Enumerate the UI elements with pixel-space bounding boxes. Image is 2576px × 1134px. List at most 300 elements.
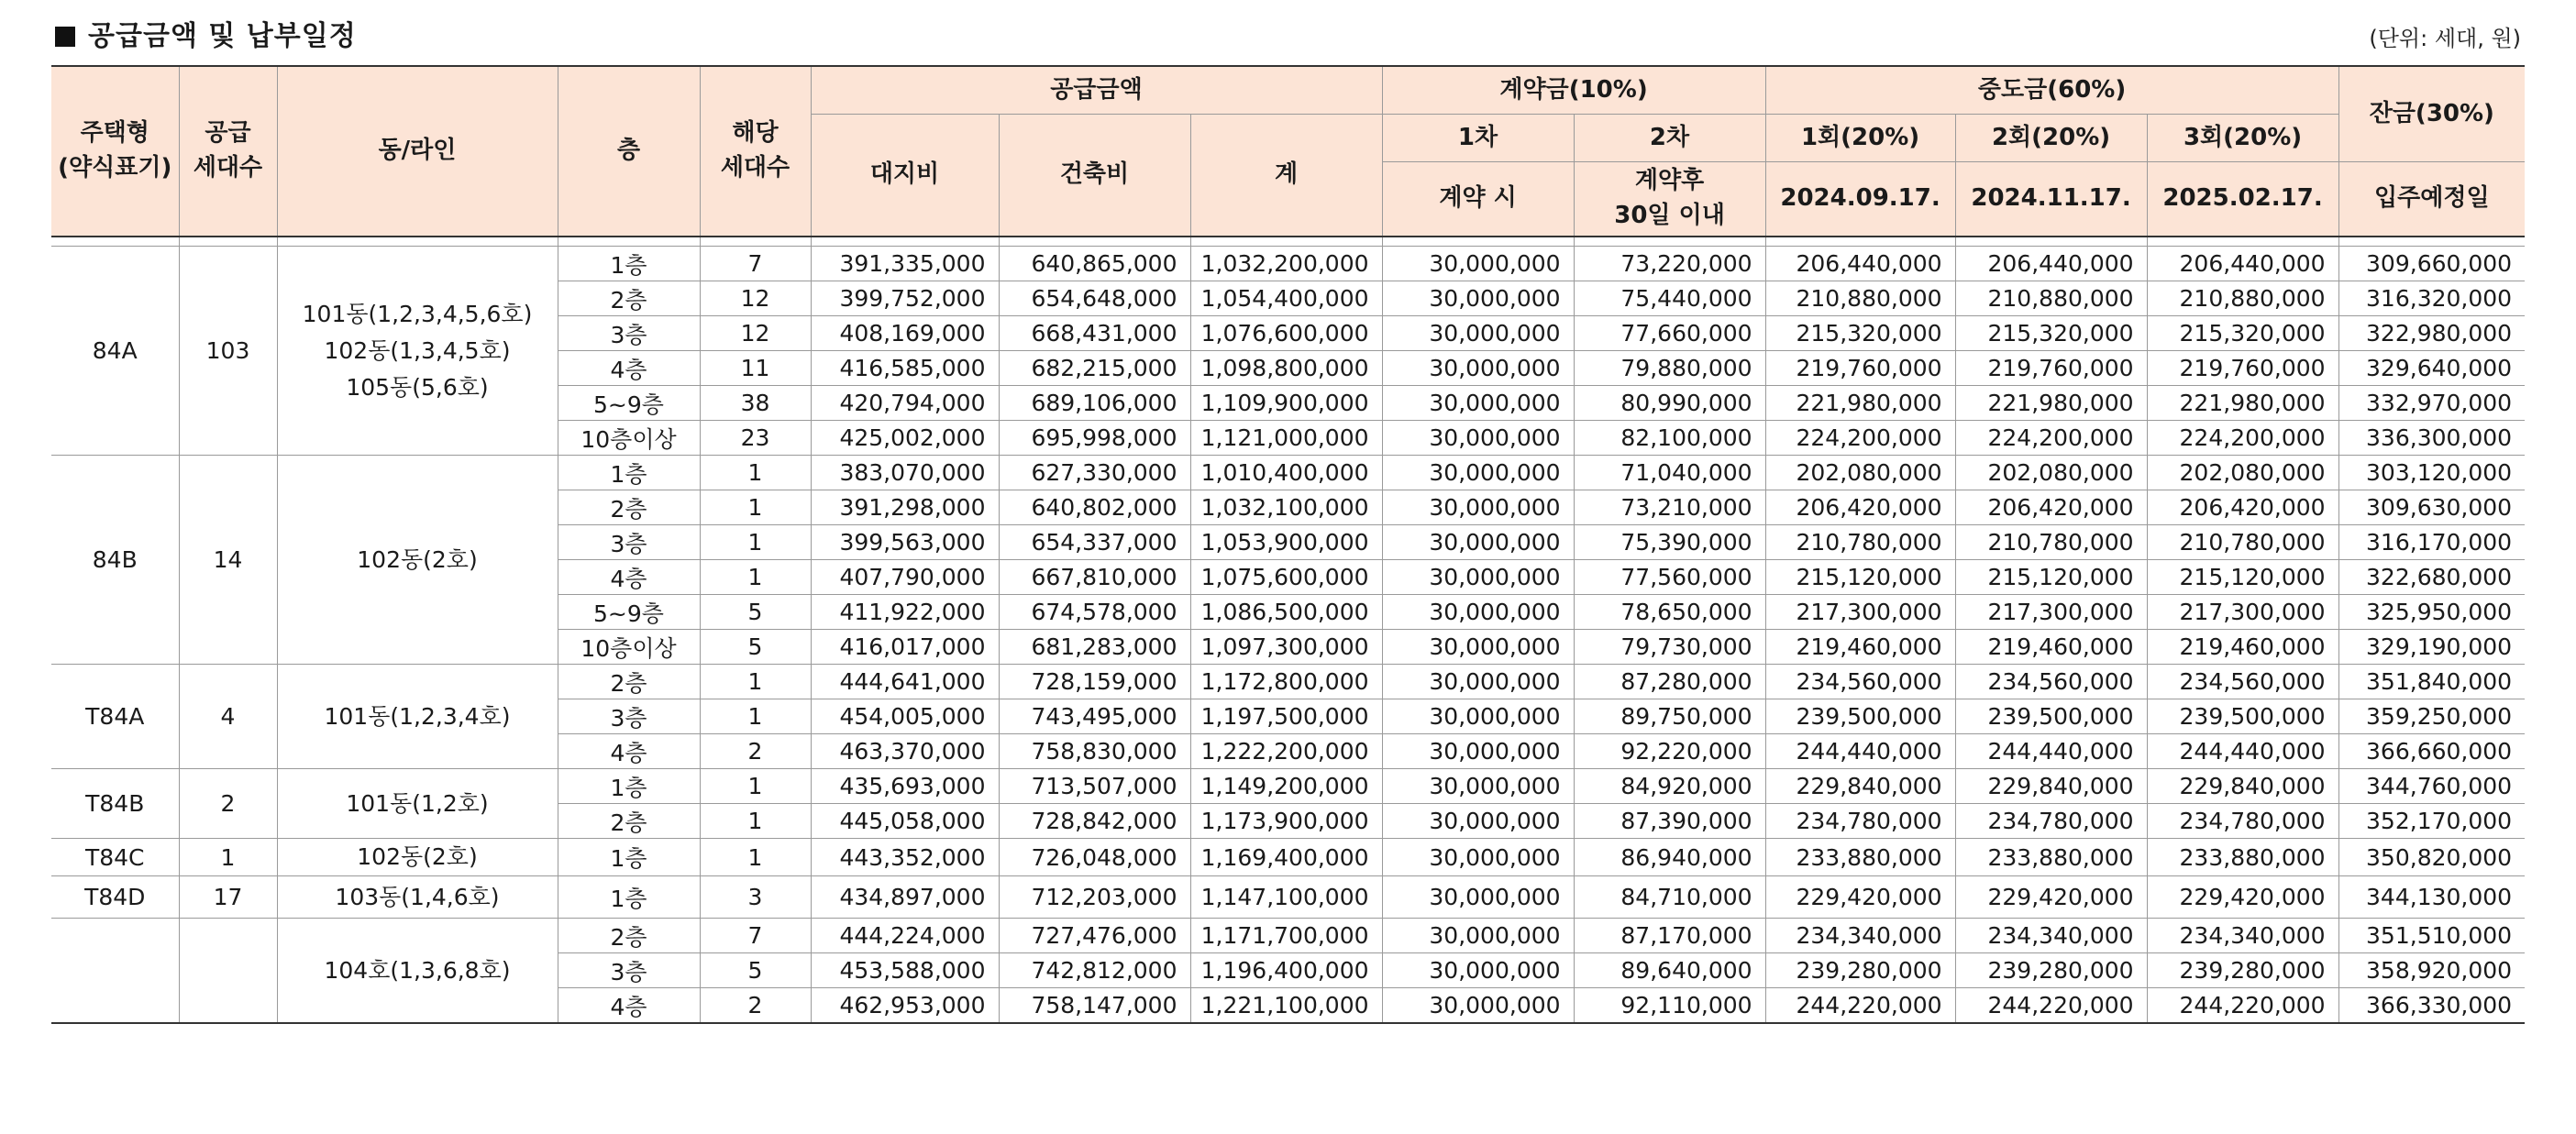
cell-m2: 233,880,000 xyxy=(1955,839,2147,876)
cell-building: 674,578,000 xyxy=(999,595,1190,630)
cell-m2: 206,440,000 xyxy=(1955,247,2147,281)
cell-type: T84D xyxy=(51,876,179,919)
cell-land: 420,794,000 xyxy=(811,386,999,421)
cell-land: 399,752,000 xyxy=(811,281,999,316)
cell-land: 444,641,000 xyxy=(811,665,999,699)
cell-dep2: 84,920,000 xyxy=(1574,769,1765,804)
cell-type: 84A xyxy=(51,247,179,456)
cell-dep1: 30,000,000 xyxy=(1382,769,1574,804)
cell-m1: 219,760,000 xyxy=(1765,351,1955,386)
header-land: 대지비 xyxy=(811,115,999,237)
cell-dep1: 30,000,000 xyxy=(1382,839,1574,876)
cell-land: 463,370,000 xyxy=(811,734,999,769)
cell-m3: 206,440,000 xyxy=(2147,247,2338,281)
cell-dep1: 30,000,000 xyxy=(1382,525,1574,560)
dong-line: 105동(5,6호) xyxy=(346,373,489,401)
cell-total: 1,075,600,000 xyxy=(1190,560,1382,595)
cell-m3: 210,880,000 xyxy=(2147,281,2338,316)
cell-m2: 210,780,000 xyxy=(1955,525,2147,560)
cell-m1: 215,320,000 xyxy=(1765,316,1955,351)
cell-floor: 3층 xyxy=(558,953,700,988)
cell-dep2: 89,640,000 xyxy=(1574,953,1765,988)
cell-dep2: 87,390,000 xyxy=(1574,804,1765,839)
cell-floor: 4층 xyxy=(558,560,700,595)
cell-m2: 239,280,000 xyxy=(1955,953,2147,988)
cell-dong xyxy=(277,456,558,665)
cell-units: 11 xyxy=(700,351,811,386)
cell-building: 758,830,000 xyxy=(999,734,1190,769)
header-m2: 2회(20%) xyxy=(1955,115,2147,162)
cell-building: 667,810,000 xyxy=(999,560,1190,595)
cell-m2: 234,560,000 xyxy=(1955,665,2147,699)
cell-land: 453,588,000 xyxy=(811,953,999,988)
cell-total: 1,032,200,000 xyxy=(1190,247,1382,281)
header-m1-date: 2024.09.17. xyxy=(1765,162,1955,237)
table-row xyxy=(51,919,2525,953)
cell-dep1: 30,000,000 xyxy=(1382,281,1574,316)
cell-building: 713,507,000 xyxy=(999,769,1190,804)
cell-units: 38 xyxy=(700,386,811,421)
cell-dep2: 79,730,000 xyxy=(1574,630,1765,665)
cell-dep2: 92,110,000 xyxy=(1574,988,1765,1024)
cell-total: 1,196,400,000 xyxy=(1190,953,1382,988)
cell-m2: 219,760,000 xyxy=(1955,351,2147,386)
cell-dong xyxy=(277,769,558,839)
cell-balance: 344,130,000 xyxy=(2338,876,2525,919)
cell-m2: 206,420,000 xyxy=(1955,490,2147,525)
cell-total: 1,173,900,000 xyxy=(1190,804,1382,839)
cell-floor: 5~9층 xyxy=(558,386,700,421)
cell-total: 1,147,100,000 xyxy=(1190,876,1382,919)
cell-units: 1 xyxy=(700,490,811,525)
cell-dep2: 87,280,000 xyxy=(1574,665,1765,699)
cell-floor: 2층 xyxy=(558,919,700,953)
cell-supply: 17 xyxy=(179,876,277,919)
cell-floor: 4층 xyxy=(558,734,700,769)
cell-floor: 4층 xyxy=(558,988,700,1024)
cell-m2: 215,320,000 xyxy=(1955,316,2147,351)
cell-dep2: 77,660,000 xyxy=(1574,316,1765,351)
section-title xyxy=(55,13,357,53)
cell-m2: 234,780,000 xyxy=(1955,804,2147,839)
cell-m2: 229,420,000 xyxy=(1955,876,2147,919)
cell-m3: 219,760,000 xyxy=(2147,351,2338,386)
header-supply: 공급 세대수 xyxy=(179,66,277,237)
cell-m1: 219,460,000 xyxy=(1765,630,1955,665)
cell-dep2: 92,220,000 xyxy=(1574,734,1765,769)
cell-dep1: 30,000,000 xyxy=(1382,560,1574,595)
cell-land: 416,585,000 xyxy=(811,351,999,386)
cell-dep2: 87,170,000 xyxy=(1574,919,1765,953)
cell-dong xyxy=(277,247,558,456)
cell-total: 1,054,400,000 xyxy=(1190,281,1382,316)
cell-dep1: 30,000,000 xyxy=(1382,316,1574,351)
cell-units: 5 xyxy=(700,630,811,665)
cell-m3: 234,560,000 xyxy=(2147,665,2338,699)
cell-units: 1 xyxy=(700,560,811,595)
cell-dep1: 30,000,000 xyxy=(1382,665,1574,699)
cell-units: 5 xyxy=(700,953,811,988)
cell-dep1: 30,000,000 xyxy=(1382,386,1574,421)
square-bullet-icon xyxy=(55,27,75,47)
table-row xyxy=(51,456,2525,490)
cell-supply: 103 xyxy=(179,247,277,456)
cell-building: 654,337,000 xyxy=(999,525,1190,560)
cell-balance: 329,640,000 xyxy=(2338,351,2525,386)
cell-land: 462,953,000 xyxy=(811,988,999,1024)
cell-m2: 244,440,000 xyxy=(1955,734,2147,769)
cell-building: 743,495,000 xyxy=(999,699,1190,734)
cell-building: 728,159,000 xyxy=(999,665,1190,699)
cell-dep1: 30,000,000 xyxy=(1382,734,1574,769)
cell-m2: 217,300,000 xyxy=(1955,595,2147,630)
cell-dep1: 30,000,000 xyxy=(1382,988,1574,1024)
cell-total: 1,221,100,000 xyxy=(1190,988,1382,1024)
cell-land: 411,922,000 xyxy=(811,595,999,630)
cell-building: 682,215,000 xyxy=(999,351,1190,386)
cell-dep1: 30,000,000 xyxy=(1382,804,1574,839)
cell-land: 391,335,000 xyxy=(811,247,999,281)
cell-m3: 206,420,000 xyxy=(2147,490,2338,525)
cell-floor: 10층이상 xyxy=(558,421,700,456)
cell-total: 1,171,700,000 xyxy=(1190,919,1382,953)
cell-m1: 206,420,000 xyxy=(1765,490,1955,525)
table-header xyxy=(51,66,2525,237)
cell-m1: 221,980,000 xyxy=(1765,386,1955,421)
cell-m3: 244,440,000 xyxy=(2147,734,2338,769)
cell-dep2: 78,650,000 xyxy=(1574,595,1765,630)
cell-total: 1,098,800,000 xyxy=(1190,351,1382,386)
cell-dep1: 30,000,000 xyxy=(1382,919,1574,953)
cell-m3: 233,880,000 xyxy=(2147,839,2338,876)
cell-floor: 10층이상 xyxy=(558,630,700,665)
cell-balance: 358,920,000 xyxy=(2338,953,2525,988)
cell-dep1: 30,000,000 xyxy=(1382,351,1574,386)
cell-dep1: 30,000,000 xyxy=(1382,421,1574,456)
cell-units: 1 xyxy=(700,699,811,734)
cell-supply xyxy=(179,919,277,1024)
cell-building: 627,330,000 xyxy=(999,456,1190,490)
cell-building: 742,812,000 xyxy=(999,953,1190,988)
cell-m1: 234,560,000 xyxy=(1765,665,1955,699)
cell-dep1: 30,000,000 xyxy=(1382,595,1574,630)
header-balance-when: 입주예정일 xyxy=(2338,162,2525,237)
cell-floor: 1층 xyxy=(558,769,700,804)
supply-price-table xyxy=(51,65,2525,1024)
cell-balance: 359,250,000 xyxy=(2338,699,2525,734)
cell-m1: 233,880,000 xyxy=(1765,839,1955,876)
cell-balance: 351,510,000 xyxy=(2338,919,2525,953)
cell-units: 2 xyxy=(700,734,811,769)
dong-line: 101동(1,2,3,4호) xyxy=(324,702,511,730)
cell-land: 425,002,000 xyxy=(811,421,999,456)
cell-floor: 1층 xyxy=(558,839,700,876)
cell-total: 1,097,300,000 xyxy=(1190,630,1382,665)
cell-units: 12 xyxy=(700,316,811,351)
section-title-text: 공급금액 및 납부일정 xyxy=(88,20,357,52)
cell-land: 444,224,000 xyxy=(811,919,999,953)
cell-building: 681,283,000 xyxy=(999,630,1190,665)
unit-note: (단위: 세대, 원) xyxy=(2369,26,2521,51)
cell-land: 445,058,000 xyxy=(811,804,999,839)
cell-supply: 14 xyxy=(179,456,277,665)
header-m1: 1회(20%) xyxy=(1765,115,1955,162)
cell-land: 454,005,000 xyxy=(811,699,999,734)
dong-line: 102동(2호) xyxy=(357,843,478,870)
cell-dep1: 30,000,000 xyxy=(1382,456,1574,490)
cell-dep2: 86,940,000 xyxy=(1574,839,1765,876)
cell-units: 7 xyxy=(700,247,811,281)
cell-building: 640,802,000 xyxy=(999,490,1190,525)
cell-land: 434,897,000 xyxy=(811,876,999,919)
cell-total: 1,197,500,000 xyxy=(1190,699,1382,734)
cell-units: 12 xyxy=(700,281,811,316)
header-total: 계 xyxy=(1190,115,1382,237)
cell-balance: 336,300,000 xyxy=(2338,421,2525,456)
cell-type: T84C xyxy=(51,839,179,876)
cell-dep1: 30,000,000 xyxy=(1382,490,1574,525)
cell-floor: 2층 xyxy=(558,281,700,316)
cell-floor: 4층 xyxy=(558,351,700,386)
cell-balance: 350,820,000 xyxy=(2338,839,2525,876)
header-middle-group: 중도금(60%) xyxy=(1765,66,2338,115)
cell-total: 1,169,400,000 xyxy=(1190,839,1382,876)
cell-building: 726,048,000 xyxy=(999,839,1190,876)
cell-m1: 234,780,000 xyxy=(1765,804,1955,839)
cell-land: 408,169,000 xyxy=(811,316,999,351)
cell-dep2: 75,440,000 xyxy=(1574,281,1765,316)
cell-total: 1,076,600,000 xyxy=(1190,316,1382,351)
cell-dep2: 73,220,000 xyxy=(1574,247,1765,281)
cell-total: 1,121,000,000 xyxy=(1190,421,1382,456)
cell-dep2: 71,040,000 xyxy=(1574,456,1765,490)
cell-units: 5 xyxy=(700,595,811,630)
cell-units: 1 xyxy=(700,769,811,804)
cell-m2: 221,980,000 xyxy=(1955,386,2147,421)
cell-balance: 322,680,000 xyxy=(2338,560,2525,595)
dong-line: 101동(1,2,3,4,5,6호) xyxy=(302,300,533,327)
cell-dong xyxy=(277,876,558,919)
cell-m3: 234,780,000 xyxy=(2147,804,2338,839)
table-row xyxy=(51,876,2525,919)
cell-land: 416,017,000 xyxy=(811,630,999,665)
cell-building: 640,865,000 xyxy=(999,247,1190,281)
cell-balance: 325,950,000 xyxy=(2338,595,2525,630)
cell-total: 1,053,900,000 xyxy=(1190,525,1382,560)
header-gap-row xyxy=(51,237,2525,247)
cell-m2: 202,080,000 xyxy=(1955,456,2147,490)
cell-total: 1,149,200,000 xyxy=(1190,769,1382,804)
header-dong: 동/라인 xyxy=(277,66,558,237)
cell-total: 1,172,800,000 xyxy=(1190,665,1382,699)
header-dep2: 2차 xyxy=(1574,115,1765,162)
cell-floor: 5~9층 xyxy=(558,595,700,630)
cell-building: 727,476,000 xyxy=(999,919,1190,953)
cell-units: 1 xyxy=(700,665,811,699)
cell-floor: 2층 xyxy=(558,490,700,525)
cell-building: 728,842,000 xyxy=(999,804,1190,839)
cell-dep2: 82,100,000 xyxy=(1574,421,1765,456)
cell-dep1: 30,000,000 xyxy=(1382,247,1574,281)
cell-supply: 4 xyxy=(179,665,277,769)
cell-m2: 229,840,000 xyxy=(1955,769,2147,804)
cell-balance: 309,660,000 xyxy=(2338,247,2525,281)
cell-balance: 329,190,000 xyxy=(2338,630,2525,665)
cell-dep2: 77,560,000 xyxy=(1574,560,1765,595)
cell-floor: 3층 xyxy=(558,525,700,560)
cell-balance: 351,840,000 xyxy=(2338,665,2525,699)
header-building: 건축비 xyxy=(999,115,1190,237)
cell-m3: 217,300,000 xyxy=(2147,595,2338,630)
header-price-group: 공급금액 xyxy=(811,66,1382,115)
cell-m3: 229,420,000 xyxy=(2147,876,2338,919)
cell-m3: 239,500,000 xyxy=(2147,699,2338,734)
cell-m1: 210,880,000 xyxy=(1765,281,1955,316)
cell-m3: 215,320,000 xyxy=(2147,316,2338,351)
header-m3-date: 2025.02.17. xyxy=(2147,162,2338,237)
cell-floor: 1층 xyxy=(558,247,700,281)
dong-line: 101동(1,2호) xyxy=(346,789,489,817)
cell-type: 84B xyxy=(51,456,179,665)
cell-m1: 206,440,000 xyxy=(1765,247,1955,281)
header-deposit-group: 계약금(10%) xyxy=(1382,66,1765,115)
cell-m1: 229,420,000 xyxy=(1765,876,1955,919)
cell-type: T84A xyxy=(51,665,179,769)
table-body xyxy=(51,237,2525,1023)
cell-m3: 244,220,000 xyxy=(2147,988,2338,1024)
cell-floor: 3층 xyxy=(558,316,700,351)
header-type: 주택형 (약식표기) xyxy=(51,66,179,237)
cell-land: 391,298,000 xyxy=(811,490,999,525)
cell-supply: 2 xyxy=(179,769,277,839)
cell-m3: 239,280,000 xyxy=(2147,953,2338,988)
cell-m2: 210,880,000 xyxy=(1955,281,2147,316)
cell-m3: 229,840,000 xyxy=(2147,769,2338,804)
cell-m1: 217,300,000 xyxy=(1765,595,1955,630)
cell-m1: 229,840,000 xyxy=(1765,769,1955,804)
header-m2-date: 2024.11.17. xyxy=(1955,162,2147,237)
header-m3: 3회(20%) xyxy=(2147,115,2338,162)
cell-m3: 215,120,000 xyxy=(2147,560,2338,595)
cell-type: T84B xyxy=(51,769,179,839)
dong-line: 104호(1,3,6,8호) xyxy=(324,956,511,984)
header-balance: 잔금(30%) xyxy=(2338,66,2525,162)
cell-dep2: 89,750,000 xyxy=(1574,699,1765,734)
cell-balance: 332,970,000 xyxy=(2338,386,2525,421)
cell-dep2: 84,710,000 xyxy=(1574,876,1765,919)
cell-m1: 202,080,000 xyxy=(1765,456,1955,490)
cell-balance: 352,170,000 xyxy=(2338,804,2525,839)
cell-building: 654,648,000 xyxy=(999,281,1190,316)
cell-units: 2 xyxy=(700,988,811,1024)
cell-m2: 219,460,000 xyxy=(1955,630,2147,665)
cell-m1: 244,220,000 xyxy=(1765,988,1955,1024)
cell-balance: 366,330,000 xyxy=(2338,988,2525,1024)
cell-m2: 215,120,000 xyxy=(1955,560,2147,595)
cell-m1: 210,780,000 xyxy=(1765,525,1955,560)
table-row xyxy=(51,839,2525,876)
cell-dep2: 73,210,000 xyxy=(1574,490,1765,525)
table-row xyxy=(51,247,2525,281)
cell-m1: 239,280,000 xyxy=(1765,953,1955,988)
cell-dep2: 79,880,000 xyxy=(1574,351,1765,386)
cell-floor: 1층 xyxy=(558,876,700,919)
cell-floor: 2층 xyxy=(558,804,700,839)
cell-units: 1 xyxy=(700,456,811,490)
cell-building: 689,106,000 xyxy=(999,386,1190,421)
cell-balance: 344,760,000 xyxy=(2338,769,2525,804)
cell-total: 1,032,100,000 xyxy=(1190,490,1382,525)
header-dep1: 1차 xyxy=(1382,115,1574,162)
cell-units: 1 xyxy=(700,839,811,876)
cell-total: 1,109,900,000 xyxy=(1190,386,1382,421)
cell-balance: 309,630,000 xyxy=(2338,490,2525,525)
cell-total: 1,010,400,000 xyxy=(1190,456,1382,490)
cell-dep2: 80,990,000 xyxy=(1574,386,1765,421)
cell-m3: 221,980,000 xyxy=(2147,386,2338,421)
header-units: 해당 세대수 xyxy=(700,66,811,237)
cell-m3: 219,460,000 xyxy=(2147,630,2338,665)
cell-land: 383,070,000 xyxy=(811,456,999,490)
cell-land: 443,352,000 xyxy=(811,839,999,876)
cell-units: 23 xyxy=(700,421,811,456)
cell-m1: 224,200,000 xyxy=(1765,421,1955,456)
header-dep2-when: 계약후 30일 이내 xyxy=(1574,162,1765,237)
cell-m2: 244,220,000 xyxy=(1955,988,2147,1024)
cell-type xyxy=(51,919,179,1024)
dong-line: 102동(1,3,4,5호) xyxy=(324,336,511,364)
cell-building: 668,431,000 xyxy=(999,316,1190,351)
cell-m1: 244,440,000 xyxy=(1765,734,1955,769)
cell-m3: 234,340,000 xyxy=(2147,919,2338,953)
cell-m2: 239,500,000 xyxy=(1955,699,2147,734)
header-floor: 층 xyxy=(558,66,700,237)
cell-building: 695,998,000 xyxy=(999,421,1190,456)
cell-units: 3 xyxy=(700,876,811,919)
cell-units: 1 xyxy=(700,525,811,560)
cell-land: 399,563,000 xyxy=(811,525,999,560)
cell-dep2: 75,390,000 xyxy=(1574,525,1765,560)
cell-land: 407,790,000 xyxy=(811,560,999,595)
table-row xyxy=(51,769,2525,804)
cell-dong xyxy=(277,919,558,1024)
cell-m2: 234,340,000 xyxy=(1955,919,2147,953)
cell-balance: 303,120,000 xyxy=(2338,456,2525,490)
cell-balance: 316,320,000 xyxy=(2338,281,2525,316)
cell-total: 1,086,500,000 xyxy=(1190,595,1382,630)
cell-floor: 1층 xyxy=(558,456,700,490)
cell-m3: 210,780,000 xyxy=(2147,525,2338,560)
cell-floor: 2층 xyxy=(558,665,700,699)
cell-balance: 316,170,000 xyxy=(2338,525,2525,560)
cell-units: 1 xyxy=(700,804,811,839)
cell-m1: 215,120,000 xyxy=(1765,560,1955,595)
cell-m3: 224,200,000 xyxy=(2147,421,2338,456)
cell-m2: 224,200,000 xyxy=(1955,421,2147,456)
table-row xyxy=(51,665,2525,699)
cell-floor: 3층 xyxy=(558,699,700,734)
cell-building: 758,147,000 xyxy=(999,988,1190,1024)
dong-line: 102동(2호) xyxy=(357,545,478,573)
cell-balance: 322,980,000 xyxy=(2338,316,2525,351)
cell-dep1: 30,000,000 xyxy=(1382,630,1574,665)
dong-line: 103동(1,4,6호) xyxy=(335,883,500,910)
cell-m1: 234,340,000 xyxy=(1765,919,1955,953)
cell-dep1: 30,000,000 xyxy=(1382,953,1574,988)
cell-building: 712,203,000 xyxy=(999,876,1190,919)
cell-balance: 366,660,000 xyxy=(2338,734,2525,769)
cell-dong xyxy=(277,665,558,769)
